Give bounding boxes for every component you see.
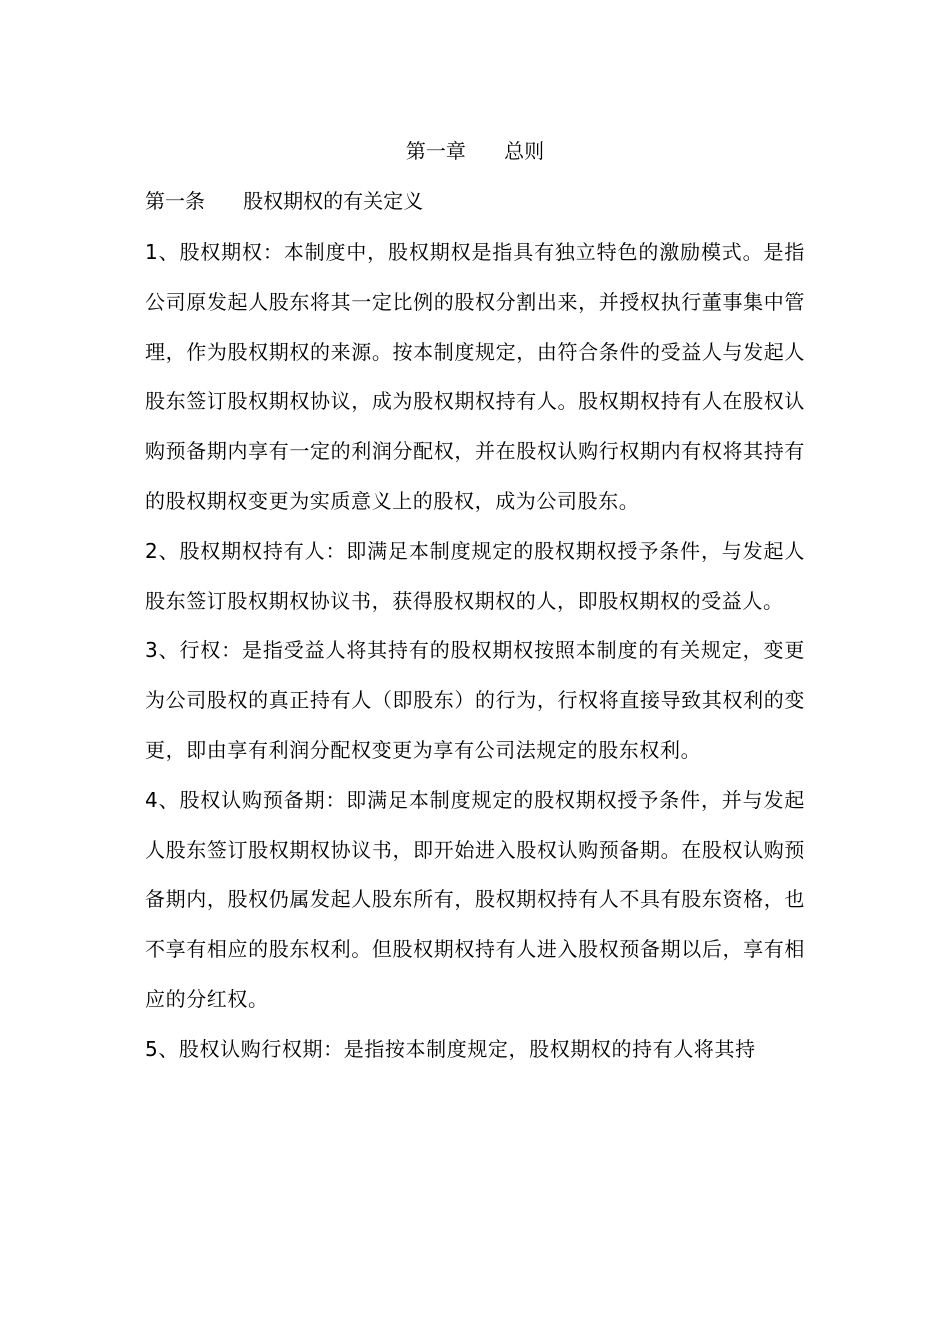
definition-paragraph-4: 4、股权认购预备期：即满足本制度规定的股权期权授予条件，并与发起人股东签订股权期权协议书，即开始进入股权认购预备期。在股权认购预备期内，股权仍属发起人股东所有，股权期权持有人不具有股东资格，也不享有相应的股东权利。但股权期权持有人进入股权预备期以后，享有相应的分红权。 <box>145 787 805 1011</box>
article-body <box>145 228 805 1075</box>
definition-paragraph-2: 2、股权期权持有人：即满足本制度规定的股权期权授予条件，与发起人股东签订股权期权协议书，获得股权期权的人，即股权期权的受益人。 <box>145 538 805 613</box>
chapter-title: 第一章 总则 <box>405 139 545 163</box>
definition-paragraph-3: 3、行权：是指受益人将其持有的股权期权按照本制度的有关规定，变更为公司股权的真正持有人（即股东）的行为，行权将直接导致其权利的变更，即由享有利润分配权变更为享有公司法规定的股东权利。 <box>145 638 805 762</box>
article-title: 第一条 股权期权的有关定义 <box>145 189 424 213</box>
definition-paragraph-1: 1、股权期权：本制度中，股权期权是指具有独立特色的激励模式。是指公司原发起人股东将其一定比例的股权分割出来，并授权执行董事集中管理，作为股权期权的来源。按本制度规定，由符合条件的受益人与发起人股东签订股权期权协议，成为股权期权持有人。股权期权持有人在股权认购预备期内享有一定的利润分配权，并在股权认购行权期内有权将其持有的股权期权变更为实质意义上的股权，成为公司股东。 <box>145 240 805 513</box>
definition-paragraph-5: 5、股权认购行权期：是指按本制度规定，股权期权的持有人将其持 <box>145 1036 756 1061</box>
